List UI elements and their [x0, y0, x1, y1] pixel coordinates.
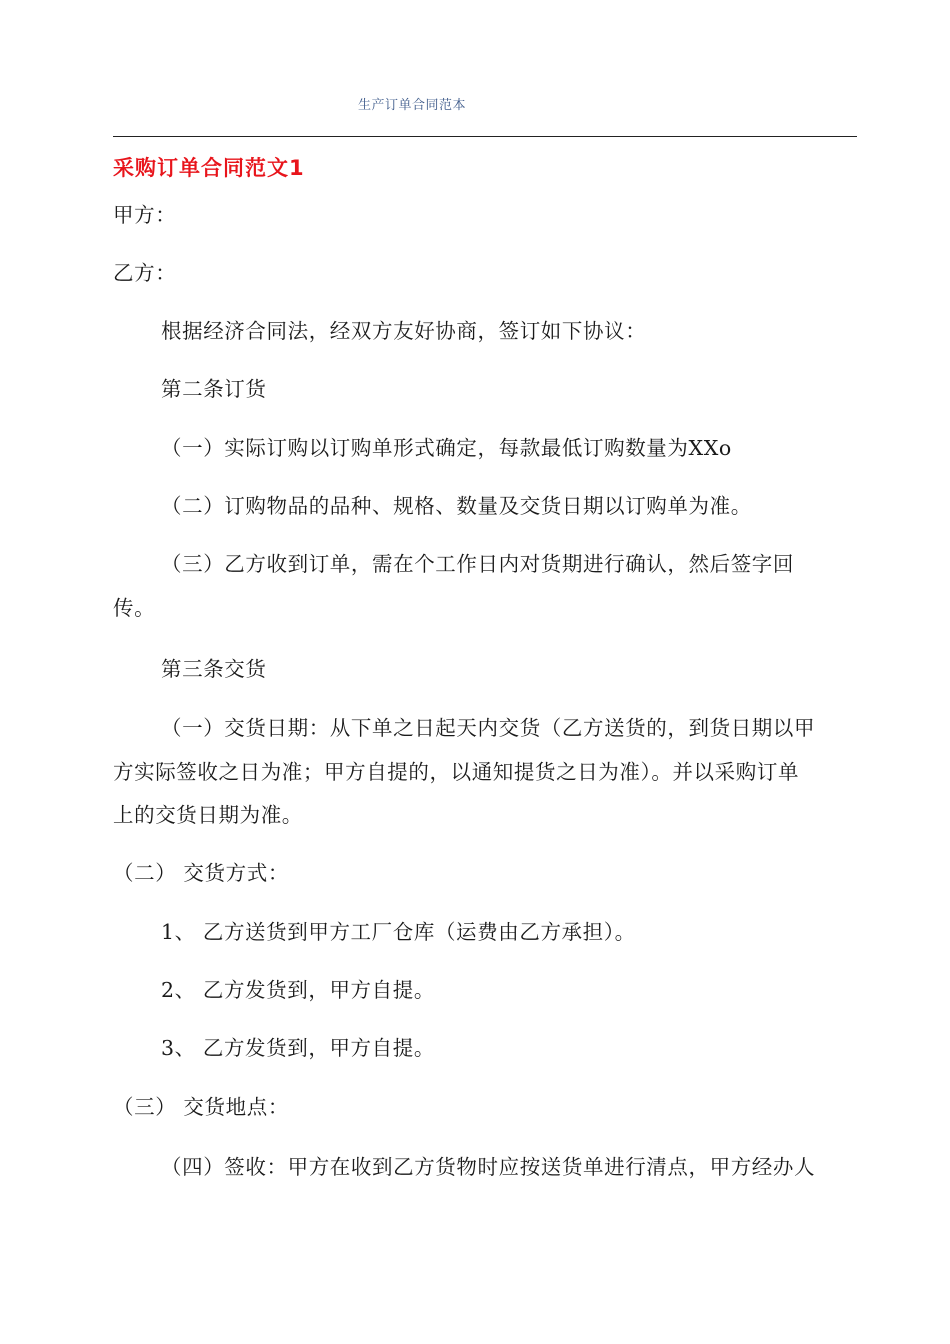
article-3-clause-3: （三） 交货地点：: [113, 1095, 289, 1119]
article-3-clause-1-line-1: （一）交货日期：从下单之日起天内交货（乙方送货的，到货日期以甲: [161, 716, 816, 740]
delivery-method-1: 1、 乙方送货到甲方工厂仓库（运费由乙方承担）。: [161, 920, 636, 944]
article-3-heading: 第三条交货: [161, 657, 267, 681]
delivery-method-3: 3、 乙方发货到，甲方自提。: [161, 1036, 435, 1060]
article-3-clause-1-line-2: 方实际签收之日为准；甲方自提的，以通知提货之日为准）。并以采购订单: [113, 760, 800, 784]
article-2-clause-3-line-1: （三）乙方收到订单，需在个工作日内对货期进行确认，然后签字回: [161, 552, 794, 576]
intro-paragraph: 根据经济合同法，经双方友好协商，签订如下协议：: [161, 319, 647, 343]
party-a-label: 甲方：: [113, 203, 177, 227]
header-divider: [113, 136, 857, 137]
article-2-clause-3-line-2: 传。: [113, 596, 156, 620]
article-3-clause-1-line-3: 上的交货日期为准。: [113, 803, 303, 827]
article-3-clause-2: （二） 交货方式：: [113, 861, 289, 885]
document-title: 采购订单合同范文1: [113, 156, 305, 180]
article-2-heading: 第二条订货: [161, 377, 267, 401]
delivery-method-2: 2、 乙方发货到，甲方自提。: [161, 978, 435, 1002]
article-2-clause-1: （一）实际订购以订购单形式确定，每款最低订购数量为XXo: [161, 436, 732, 460]
running-header: 生产订单合同范本: [358, 98, 467, 113]
party-b-label: 乙方：: [113, 261, 177, 285]
article-3-clause-4: （四）签收：甲方在收到乙方货物时应按送货单进行清点，甲方经办人: [161, 1155, 816, 1179]
article-2-clause-2: （二）订购物品的品种、规格、数量及交货日期以订购单为准。: [161, 494, 752, 518]
